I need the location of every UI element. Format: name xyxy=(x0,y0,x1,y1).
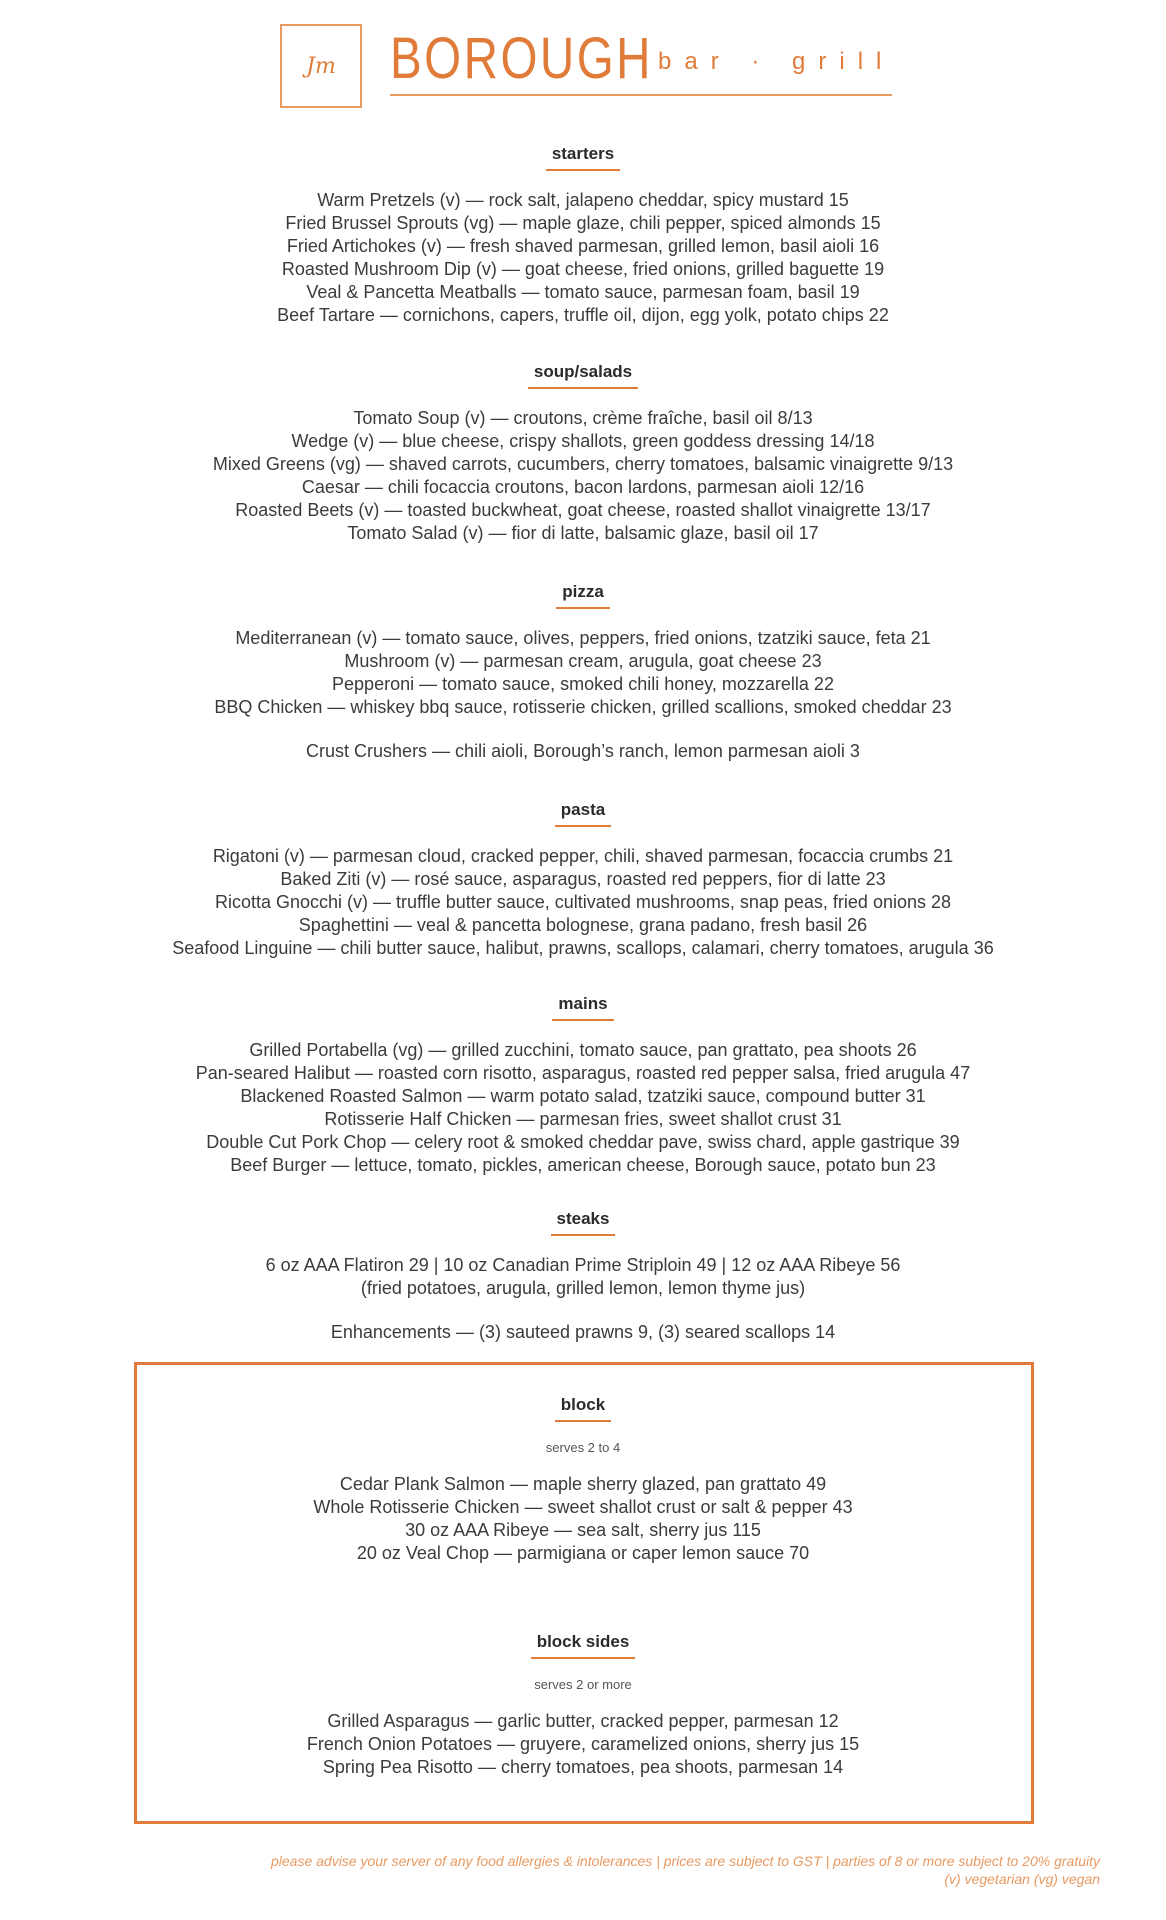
menu-item: Double Cut Pork Chop — celery root & smoked cheddar pave, swiss chard, apple gastrique 39 xyxy=(206,1132,960,1152)
section-steaks xyxy=(0,1209,1166,1344)
section-title: mains xyxy=(552,994,613,1021)
menu-item: Rotisserie Half Chicken — parmesan fries, sweet shallot crust 31 xyxy=(324,1109,842,1129)
menu-item: Pan-seared Halibut — roasted corn risotto, asparagus, roasted red pepper salsa, fried arugula 47 xyxy=(195,1063,971,1083)
logo-monogram xyxy=(280,24,362,108)
menu-item: Warm Pretzels (v) — rock salt, jalapeno cheddar, spicy mustard 15 xyxy=(317,190,849,210)
section-title: starters xyxy=(546,144,620,171)
menu-item: Roasted Beets (v) — toasted buckwheat, goat cheese, roasted shallot vinaigrette 13/17 xyxy=(235,500,931,520)
menu-item: Spring Pea Risotto — cherry tomatoes, pea shoots, parmesan 14 xyxy=(322,1757,844,1777)
menu-item: Beef Tartare — cornichons, capers, truffle oil, dijon, egg yolk, potato chips 22 xyxy=(277,305,889,325)
menu-item-addon: Enhancements — (3) sauteed prawns 9, (3) seared scallops 14 xyxy=(330,1322,836,1342)
menu-item: 6 oz AAA Flatiron 29 | 10 oz Canadian Prime Striploin 49 | 12 oz AAA Ribeye 56 xyxy=(265,1255,901,1275)
menu-item: Whole Rotisserie Chicken — sweet shallot crust or salt & pepper 43 xyxy=(313,1497,853,1517)
brand-divider xyxy=(390,94,892,96)
menu-item-addon: Crust Crushers — chili aioli, Borough’s ranch, lemon parmesan aioli 3 xyxy=(306,741,860,761)
menu-item: Roasted Mushroom Dip (v) — goat cheese, fried onions, grilled baguette 19 xyxy=(281,259,885,279)
brand-name: BOROUGH xyxy=(390,26,653,91)
menu-item: Veal & Pancetta Meatballs — tomato sauce, parmesan foam, basil 19 xyxy=(306,282,860,302)
section-title: block sides xyxy=(531,1632,636,1659)
menu-item: Fried Brussel Sprouts (vg) — maple glaze, chili pepper, spiced almonds 15 xyxy=(285,213,881,233)
footer-line-1: please advise your server of any food allergies & intolerances | prices are subject to GST | parties of 8 or more subject to 20% gratuity xyxy=(270,1853,1100,1869)
section-soup-salads xyxy=(0,362,1166,545)
menu-item: Mushroom (v) — parmesan cream, arugula, goat cheese 23 xyxy=(344,651,822,671)
section-mains xyxy=(0,994,1166,1177)
menu-item: Grilled Asparagus — garlic butter, cracked pepper, parmesan 12 xyxy=(327,1711,839,1731)
monogram-text: Jm xyxy=(306,53,336,79)
section-pizza xyxy=(0,582,1166,763)
section-title: block xyxy=(555,1395,611,1422)
section-block-sides xyxy=(0,1632,1166,1779)
menu-item: Fried Artichokes (v) — fresh shaved parmesan, grilled lemon, basil aioli 16 xyxy=(286,236,880,256)
section-title: soup/salads xyxy=(528,362,638,389)
menu-item: Caesar — chili focaccia croutons, bacon lardons, parmesan aioli 12/16 xyxy=(301,477,865,497)
brand-subtitle: bar · grill xyxy=(658,48,895,75)
menu-item: Mixed Greens (vg) — shaved carrots, cucumbers, cherry tomatoes, balsamic vinaigrette 9/13 xyxy=(212,454,954,474)
menu-item: Seafood Linguine — chili butter sauce, halibut, prawns, scallops, calamari, cherry tomatoes, arugula 36 xyxy=(172,938,994,958)
menu-item: Baked Ziti (v) — rosé sauce, asparagus, roasted red peppers, fior di latte 23 xyxy=(280,869,886,889)
footer-note xyxy=(271,1852,1100,1888)
menu-item: Wedge (v) — blue cheese, crispy shallots, green goddess dressing 14/18 xyxy=(291,431,875,451)
section-pasta xyxy=(0,800,1166,960)
footer-line-2: (v) vegetarian (vg) vegan xyxy=(944,1871,1100,1887)
serves-note: serves 2 or more xyxy=(534,1677,632,1692)
menu-item: Rigatoni (v) — parmesan cloud, cracked pepper, chili, shaved parmesan, focaccia crumbs 21 xyxy=(212,846,954,866)
menu-item: Tomato Soup (v) — croutons, crème fraîche, basil oil 8/13 xyxy=(353,408,813,428)
section-starters xyxy=(0,144,1166,327)
menu-item: 20 oz Veal Chop — parmigiana or caper lemon sauce 70 xyxy=(356,1543,810,1563)
menu-item: Pepperoni — tomato sauce, smoked chili honey, mozzarella 22 xyxy=(332,674,834,694)
menu-item: Ricotta Gnocchi (v) — truffle butter sauce, cultivated mushrooms, snap peas, fried onions 28 xyxy=(214,892,952,912)
menu-item: Cedar Plank Salmon — maple sherry glazed, pan grattato 49 xyxy=(339,1474,827,1494)
serves-note: serves 2 to 4 xyxy=(545,1440,621,1455)
menu-item: Tomato Salad (v) — fior di latte, balsamic glaze, basil oil 17 xyxy=(347,523,819,543)
section-title: pasta xyxy=(555,800,611,827)
menu-item: Mediterranean (v) — tomato sauce, olives, peppers, fried onions, tzatziki sauce, feta 21 xyxy=(235,628,931,648)
menu-item-note: (fried potatoes, arugula, grilled lemon, lemon thyme jus) xyxy=(360,1278,806,1298)
section-title: steaks xyxy=(551,1209,616,1236)
menu-item: Spaghettini — veal & pancetta bolognese, grana padano, fresh basil 26 xyxy=(298,915,868,935)
section-title: pizza xyxy=(556,582,610,609)
menu-item: 30 oz AAA Ribeye — sea salt, sherry jus 115 xyxy=(405,1520,761,1540)
menu-item: Beef Burger — lettuce, tomato, pickles, american cheese, Borough sauce, potato bun 23 xyxy=(230,1155,936,1175)
menu-item: Grilled Portabella (vg) — grilled zucchini, tomato sauce, pan grattato, pea shoots 26 xyxy=(249,1040,917,1060)
menu-item: French Onion Potatoes — gruyere, caramelized onions, sherry jus 15 xyxy=(306,1734,860,1754)
menu-item: BBQ Chicken — whiskey bbq sauce, rotisserie chicken, grilled scallions, smoked cheddar 23 xyxy=(214,697,952,717)
section-block xyxy=(0,1395,1166,1565)
menu-item: Blackened Roasted Salmon — warm potato salad, tzatziki sauce, compound butter 31 xyxy=(240,1086,926,1106)
